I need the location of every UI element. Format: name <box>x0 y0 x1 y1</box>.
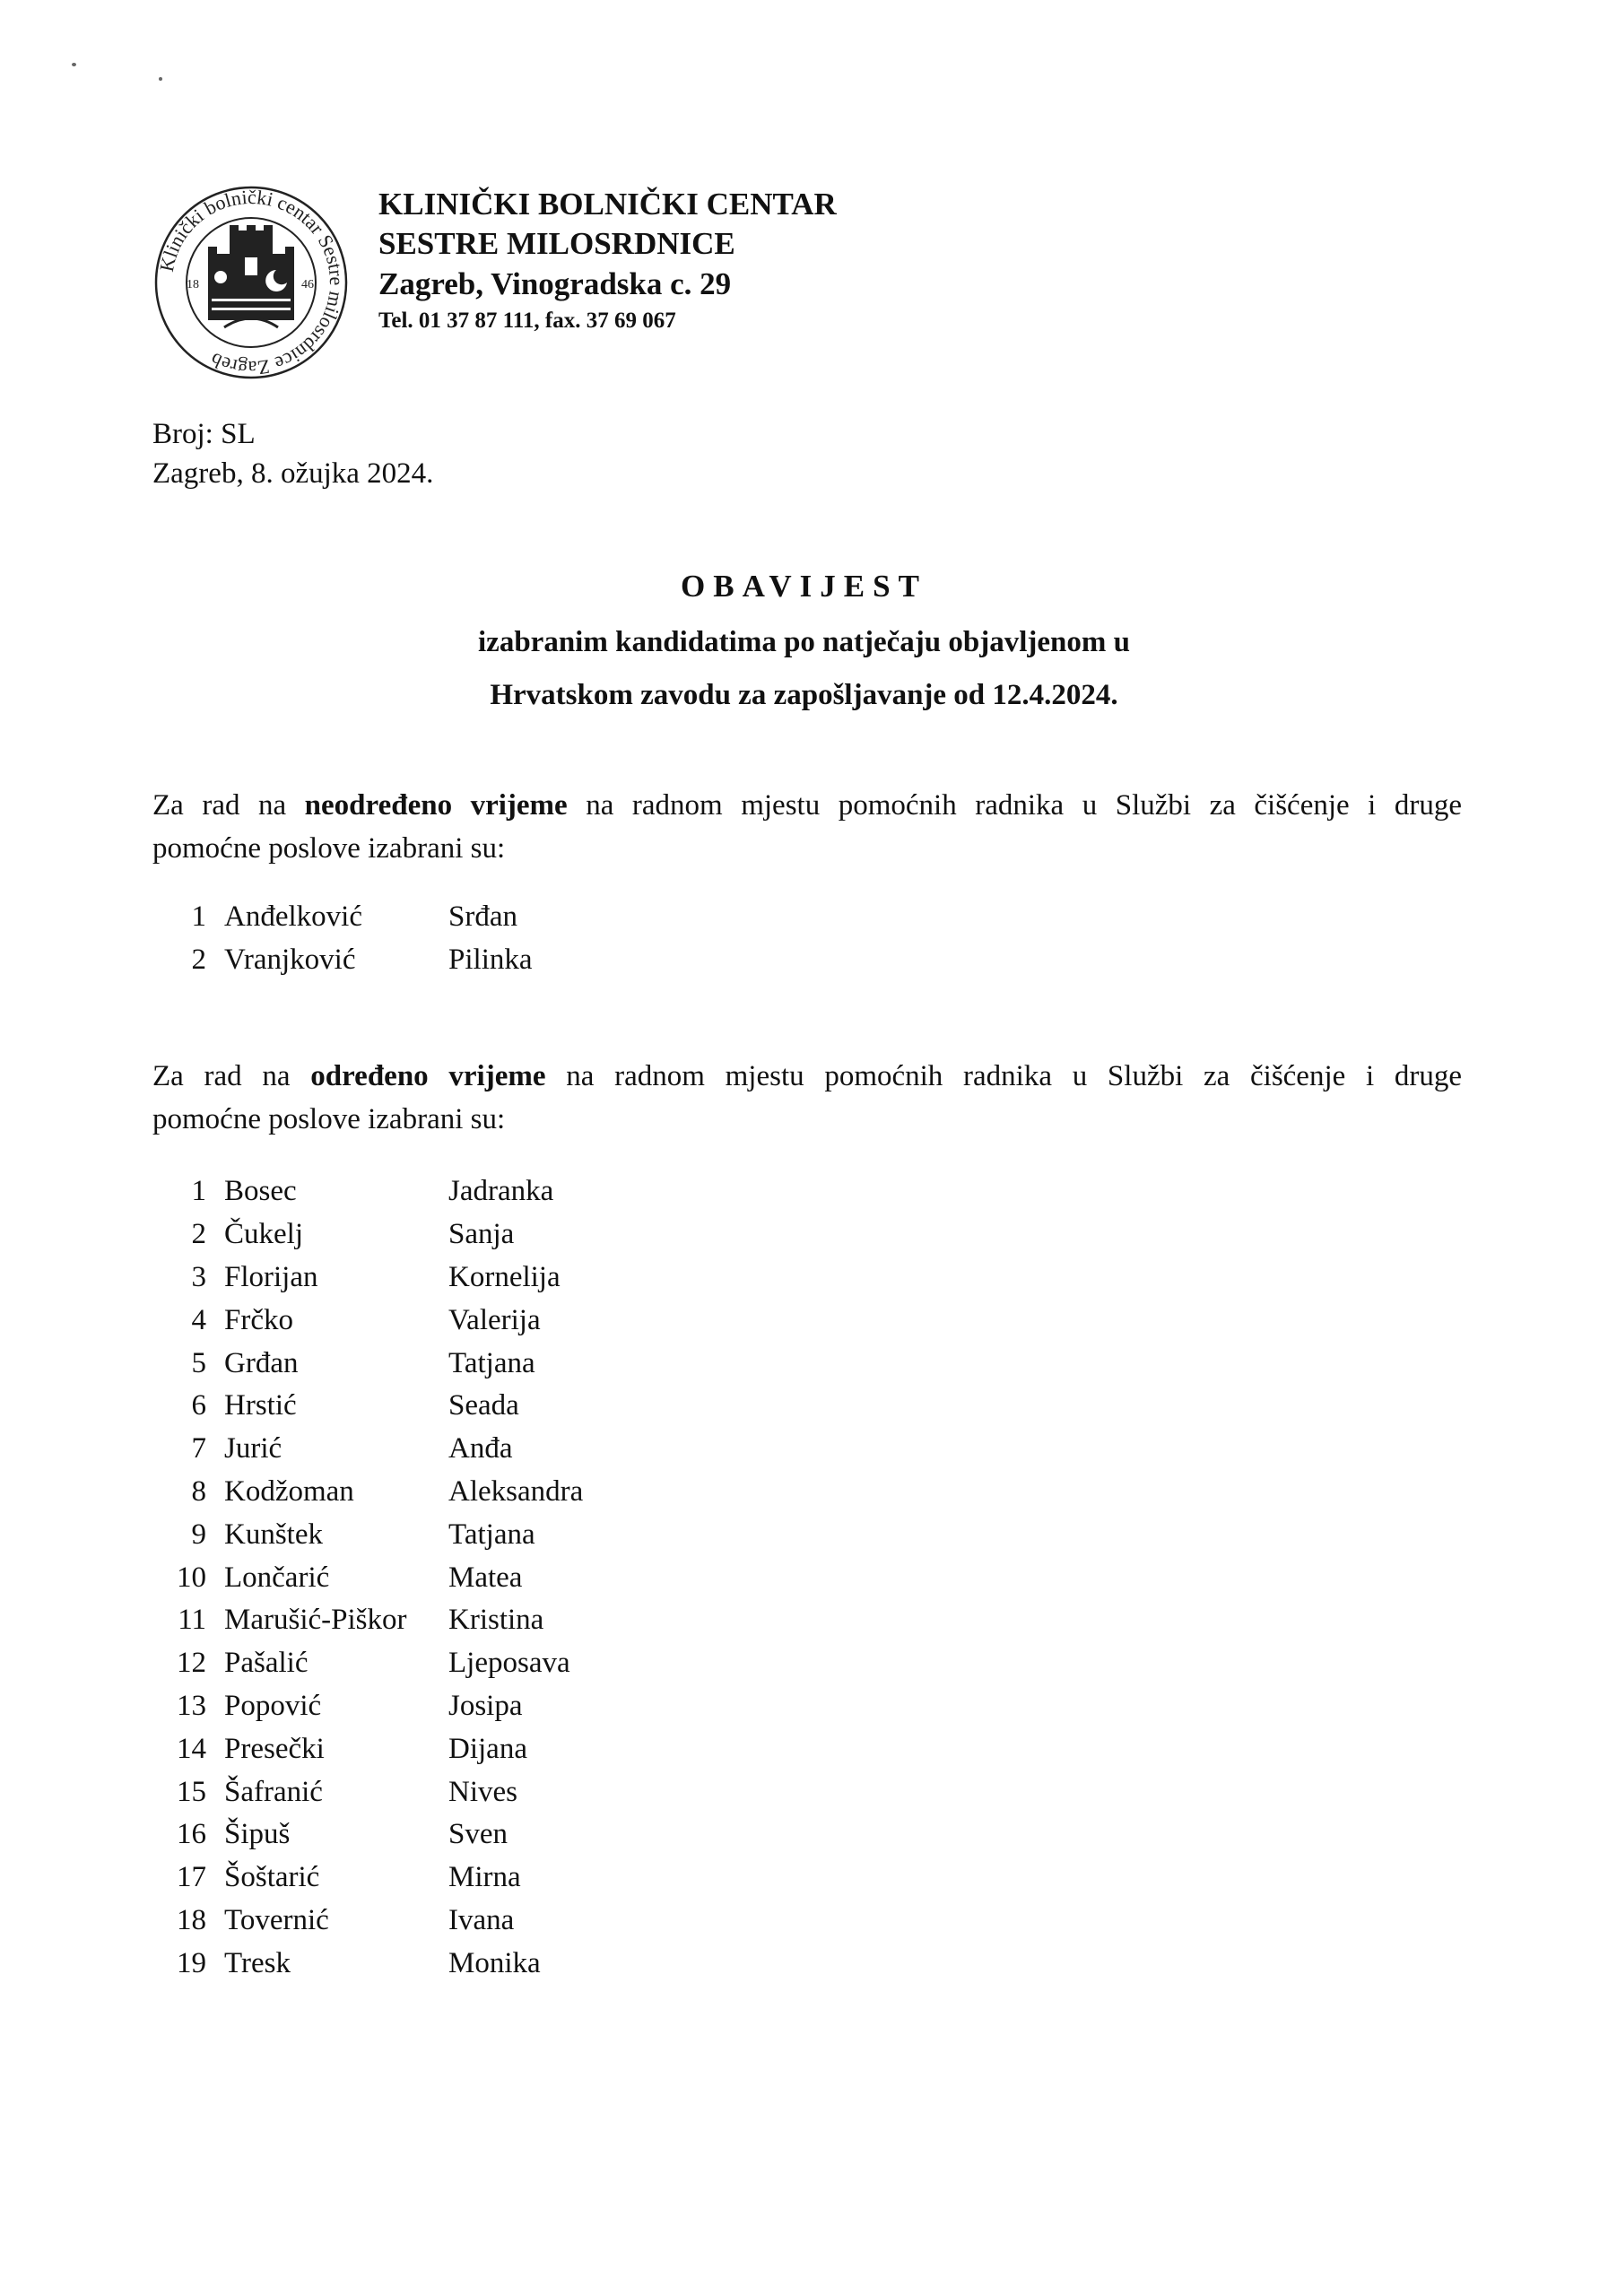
candidate-name: Srđan <box>448 900 517 933</box>
seal-year-left: 18 <box>187 278 199 291</box>
candidate-number: 2 <box>191 1218 206 1251</box>
table-row <box>152 1513 583 1556</box>
document-subtitle-line2: Hrvatskom zavodu za zapošljavanje od 12.4.2024. <box>490 679 1118 711</box>
candidate-surname: Hrstić <box>224 1389 297 1422</box>
candidate-name: Mirna <box>448 1861 521 1894</box>
candidate-number: 12 <box>177 1647 206 1680</box>
candidate-surname: Grđan <box>224 1346 299 1379</box>
candidate-surname: Presečki <box>224 1732 325 1765</box>
table-row <box>152 1471 583 1514</box>
candidate-name: Ljeposava <box>448 1647 570 1680</box>
section-fixed-term-suffix: na radnom mjestu pomoćnih radnika u Službi za čišćenje i druge <box>566 1060 1463 1092</box>
table-row <box>152 1385 583 1428</box>
fixed-term-candidates-table <box>152 1170 583 1985</box>
candidate-name: Dijana <box>448 1732 527 1765</box>
candidate-surname: Bosec <box>224 1175 297 1208</box>
candidate-name: Monika <box>448 1946 541 1979</box>
candidate-name: Sanja <box>448 1218 515 1251</box>
section-fixed-term-emphasis: određeno vrijeme <box>310 1060 546 1092</box>
candidate-number: 10 <box>177 1561 206 1594</box>
table-row <box>152 1770 583 1813</box>
candidate-number: 3 <box>191 1260 206 1293</box>
candidate-surname: Anđelković <box>224 900 362 933</box>
section-fixed-term-intro <box>152 1055 1462 1141</box>
candidate-name: Pilinka <box>448 943 533 976</box>
candidate-surname: Šoštarić <box>224 1861 320 1894</box>
candidate-surname: Šafranić <box>224 1775 323 1808</box>
table-row <box>152 1342 583 1385</box>
candidate-name: Nives <box>448 1775 517 1808</box>
candidate-surname: Marušić-Piškor <box>224 1604 407 1637</box>
candidate-name: Kornelija <box>448 1260 561 1293</box>
candidate-number: 18 <box>177 1903 206 1936</box>
candidate-number: 5 <box>191 1346 206 1379</box>
candidate-number: 1 <box>191 900 206 933</box>
table-row <box>152 1942 583 1985</box>
section-permanent-prefix: Za rad na <box>152 789 287 822</box>
institution-name-line1: KLINIČKI BOLNIČKI CENTAR <box>378 187 837 222</box>
candidate-surname: Frčko <box>224 1303 293 1336</box>
seal-year-right: 46 <box>301 278 314 291</box>
section-permanent-line1 <box>152 784 1462 827</box>
candidate-number: 16 <box>177 1818 206 1851</box>
candidate-name: Tatjana <box>448 1346 535 1379</box>
candidate-surname: Vranjković <box>224 943 356 976</box>
candidate-number: 19 <box>177 1946 206 1979</box>
permanent-candidates-table <box>152 895 533 981</box>
candidate-number: 11 <box>178 1604 206 1637</box>
table-row <box>152 1428 583 1471</box>
candidate-name: Seada <box>448 1389 519 1422</box>
candidate-number: 14 <box>177 1732 206 1765</box>
table-row <box>152 1213 583 1257</box>
candidate-name: Sven <box>448 1818 508 1851</box>
candidate-surname: Šipuš <box>224 1818 291 1851</box>
candidate-name: Jadranka <box>448 1175 554 1208</box>
section-fixed-term-prefix: Za rad na <box>152 1060 291 1092</box>
table-row <box>152 1556 583 1599</box>
reference-number: Broj: SL <box>152 418 256 450</box>
institution-address: Zagreb, Vinogradska c. 29 <box>378 266 732 301</box>
candidate-surname: Tresk <box>224 1946 291 1979</box>
candidate-name: Tatjana <box>448 1518 535 1551</box>
table-row <box>152 1257 583 1300</box>
section-fixed-term-line1 <box>152 1055 1462 1098</box>
candidate-number: 7 <box>191 1432 206 1465</box>
candidate-number: 9 <box>191 1518 206 1551</box>
table-row <box>152 1170 583 1213</box>
candidate-name: Anđa <box>448 1432 513 1465</box>
scan-speck <box>72 63 76 66</box>
section-permanent-line2: pomoćne poslove izabrani su: <box>152 832 506 865</box>
document-date: Zagreb, 8. ožujka 2024. <box>152 457 434 490</box>
candidate-number: 13 <box>177 1689 206 1722</box>
table-row <box>152 1857 583 1900</box>
table-row <box>152 1642 583 1685</box>
candidate-number: 2 <box>191 943 206 976</box>
document-title: OBAVIJEST <box>681 569 927 604</box>
section-permanent-intro <box>152 784 1462 870</box>
candidate-number: 8 <box>191 1474 206 1508</box>
table-row <box>152 1599 583 1642</box>
candidate-surname: Kunštek <box>224 1518 323 1551</box>
candidate-number: 6 <box>191 1389 206 1422</box>
candidate-surname: Popović <box>224 1689 322 1722</box>
institution-name-line2: SESTRE MILOSRDNICE <box>378 226 735 261</box>
candidate-number: 15 <box>177 1775 206 1808</box>
candidate-name: Matea <box>448 1561 523 1594</box>
candidate-name: Josipa <box>448 1689 523 1722</box>
table-row <box>152 1685 583 1728</box>
table-row <box>152 1813 583 1857</box>
candidate-name: Aleksandra <box>448 1474 584 1508</box>
table-row <box>152 895 533 938</box>
candidate-surname: Jurić <box>224 1432 282 1465</box>
candidate-number: 4 <box>191 1303 206 1336</box>
table-row <box>152 938 533 981</box>
candidate-surname: Florijan <box>224 1260 318 1293</box>
candidate-name: Ivana <box>448 1903 515 1936</box>
document-subtitle-line1: izabranim kandidatima po natječaju objavljenom u <box>478 626 1130 658</box>
candidate-surname: Lončarić <box>224 1561 330 1594</box>
candidate-number: 17 <box>177 1861 206 1894</box>
table-row <box>152 1299 583 1342</box>
institution-phone: Tel. 01 37 87 111, fax. 37 69 067 <box>378 309 676 333</box>
hospital-seal-logo <box>152 184 350 381</box>
seal-text: Klinički bolnički centar Sestre milosrdnice Zagreb <box>154 185 349 380</box>
candidate-surname: Kodžoman <box>224 1474 354 1508</box>
candidate-surname: Čukelj <box>224 1218 303 1251</box>
table-row <box>152 1727 583 1770</box>
candidate-name: Kristina <box>448 1604 544 1637</box>
scan-speck <box>159 77 162 81</box>
candidate-number: 1 <box>191 1175 206 1208</box>
section-permanent-emphasis: neodređeno vrijeme <box>304 789 568 822</box>
table-row <box>152 1900 583 1943</box>
section-fixed-term-line2: pomoćne poslove izabrani su: <box>152 1103 506 1135</box>
candidate-name: Valerija <box>448 1303 541 1336</box>
section-permanent-suffix: na radnom mjestu pomoćnih radnika u Službi za čišćenje i druge <box>586 789 1463 822</box>
candidate-surname: Pašalić <box>224 1647 309 1680</box>
candidate-surname: Tovernić <box>224 1903 329 1936</box>
